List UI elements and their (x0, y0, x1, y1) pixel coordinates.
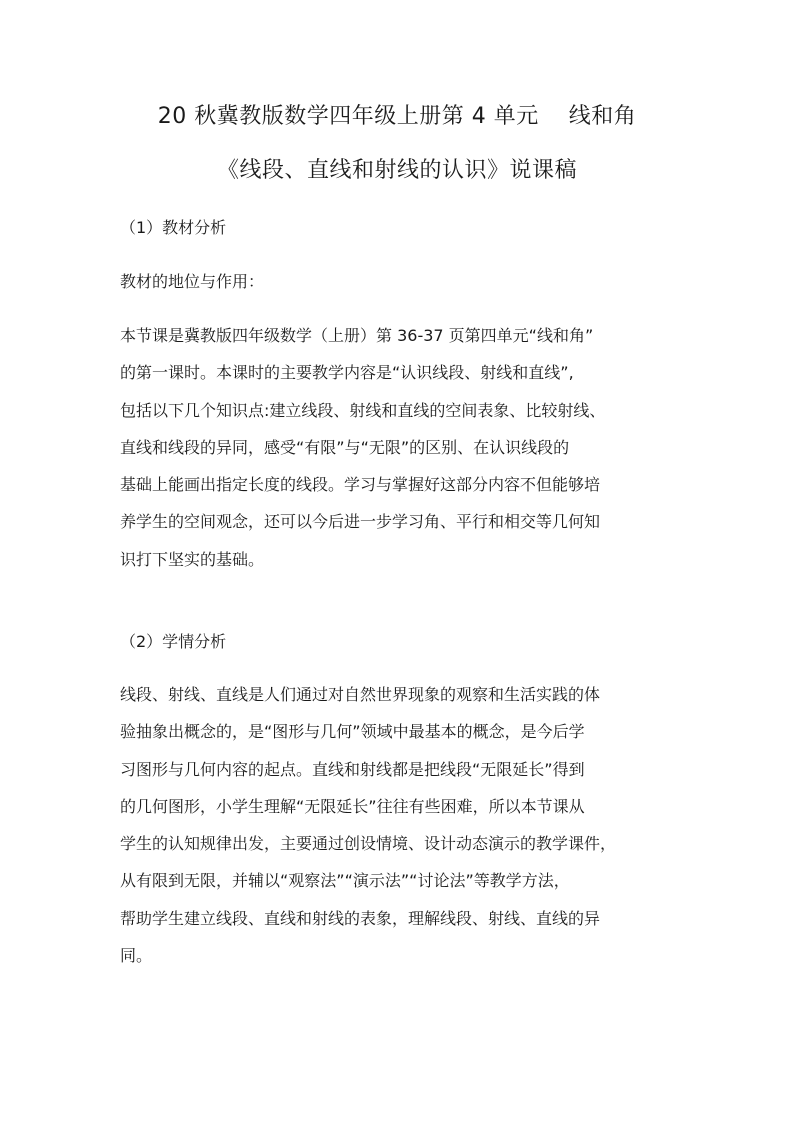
section-subheading-role (120, 270, 680, 307)
paragraph-line: 的第一课时。本课时的主要教学内容是“认识线段、射线和直线”, (120, 363, 574, 383)
paragraph-learner-analysis (120, 683, 680, 981)
section-heading-textbook-analysis: （1）教材分析 (120, 218, 227, 237)
paragraph-line: 帮助学生建立线段、直线和射线的表象，理解线段、射线、直线的异 (120, 908, 601, 928)
paragraph-line: 本节课是冀教版四年级数学（上册）第 36-37 页第四单元“线和角” (120, 326, 594, 345)
paragraph-line: 同。 (120, 946, 153, 966)
paragraph-line: 线段、射线、直线是人们通过对自然世界现象的观察和生活实践的体 (120, 685, 601, 704)
paragraph-line: 养学生的空间观念，还可以今后进一步学习角、平行和相交等几何知 (120, 512, 601, 532)
paragraph-line: 识打下坚实的基础。 (120, 549, 265, 569)
paragraph-line: 验抽象出概念的，是“图形与几何”领域中最基本的概念，是今后学 (120, 722, 585, 742)
paragraph-line: 习图形与几何内容的起点。直线和射线都是把线段“无限延长”得到 (120, 759, 585, 779)
paragraph-textbook-analysis (120, 324, 680, 585)
paragraph-line: 基础上能画出指定长度的线段。学习与掌握好这部分内容不但能够培 (120, 475, 601, 495)
section-heading-learner-analysis: （2）学情分析 (120, 632, 227, 651)
paragraph-line: 的几何图形，小学生理解“无限延长”往往有些困难，所以本节课从 (120, 796, 585, 816)
paragraph-line: 包括以下几个知识点:建立线段、射线和直线的空间表象、比较射线、 (120, 400, 606, 420)
paragraph-line: 教材的地位与作用： (120, 272, 265, 291)
paragraph-line: 从有限到无限，并辅以“观察法”“演示法”“讨论法”等教学方法， (120, 871, 570, 891)
paragraph-line: 学生的认知规律出发，主要通过创设情境、设计动态演示的教学课件， (120, 834, 617, 854)
document-title-line-2: 《线段、直线和射线的认识》说课稿 (216, 158, 577, 183)
paragraph-line: 直线和线段的异同，感受“有限”与“无限”的区别、在认识线段的 (120, 437, 570, 457)
document-title-line-1: 20 秋冀教版数学四年级上册第 4 单元 线和角 (157, 104, 637, 129)
